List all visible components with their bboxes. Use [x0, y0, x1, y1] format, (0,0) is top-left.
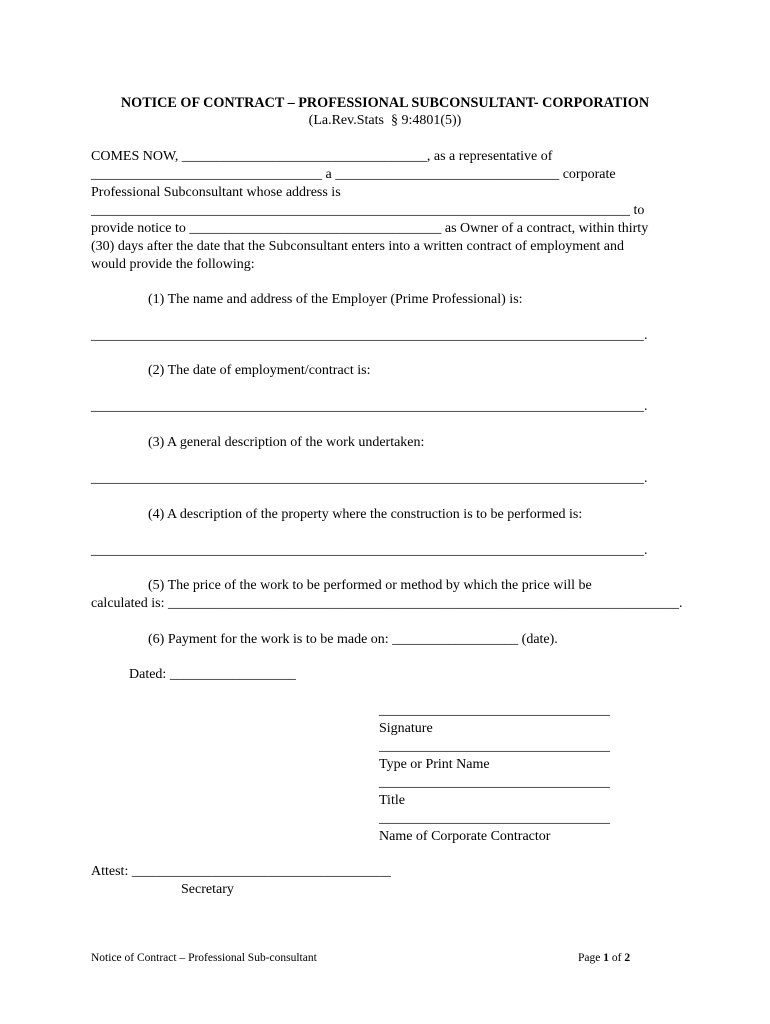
dated-line: Dated: __________________	[129, 667, 296, 682]
body-line-5: provide notice to ____________________________________ as Owner of a contract, within thirty	[91, 221, 649, 236]
document-title: NOTICE OF CONTRACT – PROFESSIONAL SUBCONSULTANT- CORPORATION	[120, 95, 650, 111]
secretary-label: Secretary	[181, 882, 234, 897]
body-line-6: (30) days after the date that the Subconsultant enters into a written contract of employment and	[91, 239, 624, 254]
page-total: 2	[624, 952, 631, 964]
item-5-line-1: (5) The price of the work to be performed or method by which the price will be	[148, 578, 592, 593]
footer-page-number	[578, 949, 630, 967]
item-4-label: (4) A description of the property where the construction is to be performed is:	[148, 507, 583, 522]
title-line: _________________________________	[379, 775, 610, 790]
item-2-label: (2) The date of employment/contract is:	[148, 363, 371, 378]
item-5-line-2: calculated is: _________________________________________________________________________.	[91, 596, 683, 611]
footer-document-name: Notice of Contract – Professional Sub-consultant	[91, 952, 317, 964]
body-line-7: would provide the following:	[91, 257, 255, 272]
page-prefix: Page	[578, 952, 604, 964]
signature-line: _________________________________	[379, 703, 610, 718]
item-3-blank: _______________________________________________________________________________.	[91, 471, 648, 486]
corporate-contractor-label: Name of Corporate Contractor	[379, 829, 551, 844]
body-line-2: _________________________________ a ________________________________ corporate	[91, 167, 616, 182]
item-3-label: (3) A general description of the work undertaken:	[148, 435, 425, 450]
body-line-3: Professional Subconsultant whose address is	[91, 185, 341, 200]
item-4-blank: _______________________________________________________________________________.	[91, 543, 648, 558]
print-name-label: Type or Print Name	[379, 757, 490, 772]
item-1-label: (1) The name and address of the Employer (Prime Professional) is:	[148, 292, 523, 307]
statute-reference: (La.Rev.Stats § 9:4801(5))	[308, 113, 462, 128]
signature-label: Signature	[379, 721, 433, 736]
title-label: Title	[379, 793, 405, 808]
item-6: (6) Payment for the work is to be made on: __________________ (date).	[148, 632, 558, 647]
body-line-1: COMES NOW, ___________________________________, as a representative of	[91, 149, 553, 164]
attest-line: Attest: _____________________________________	[91, 864, 391, 879]
print-name-line: _________________________________	[379, 739, 610, 754]
item-1-blank: _______________________________________________________________________________.	[91, 328, 648, 343]
page-mid: of	[608, 952, 625, 964]
item-2-blank: _______________________________________________________________________________.	[91, 399, 648, 414]
page-current: 1	[603, 952, 609, 964]
body-line-4: _____________________________________________________________________________ to	[91, 203, 645, 218]
corporate-contractor-line: _________________________________	[379, 811, 610, 826]
